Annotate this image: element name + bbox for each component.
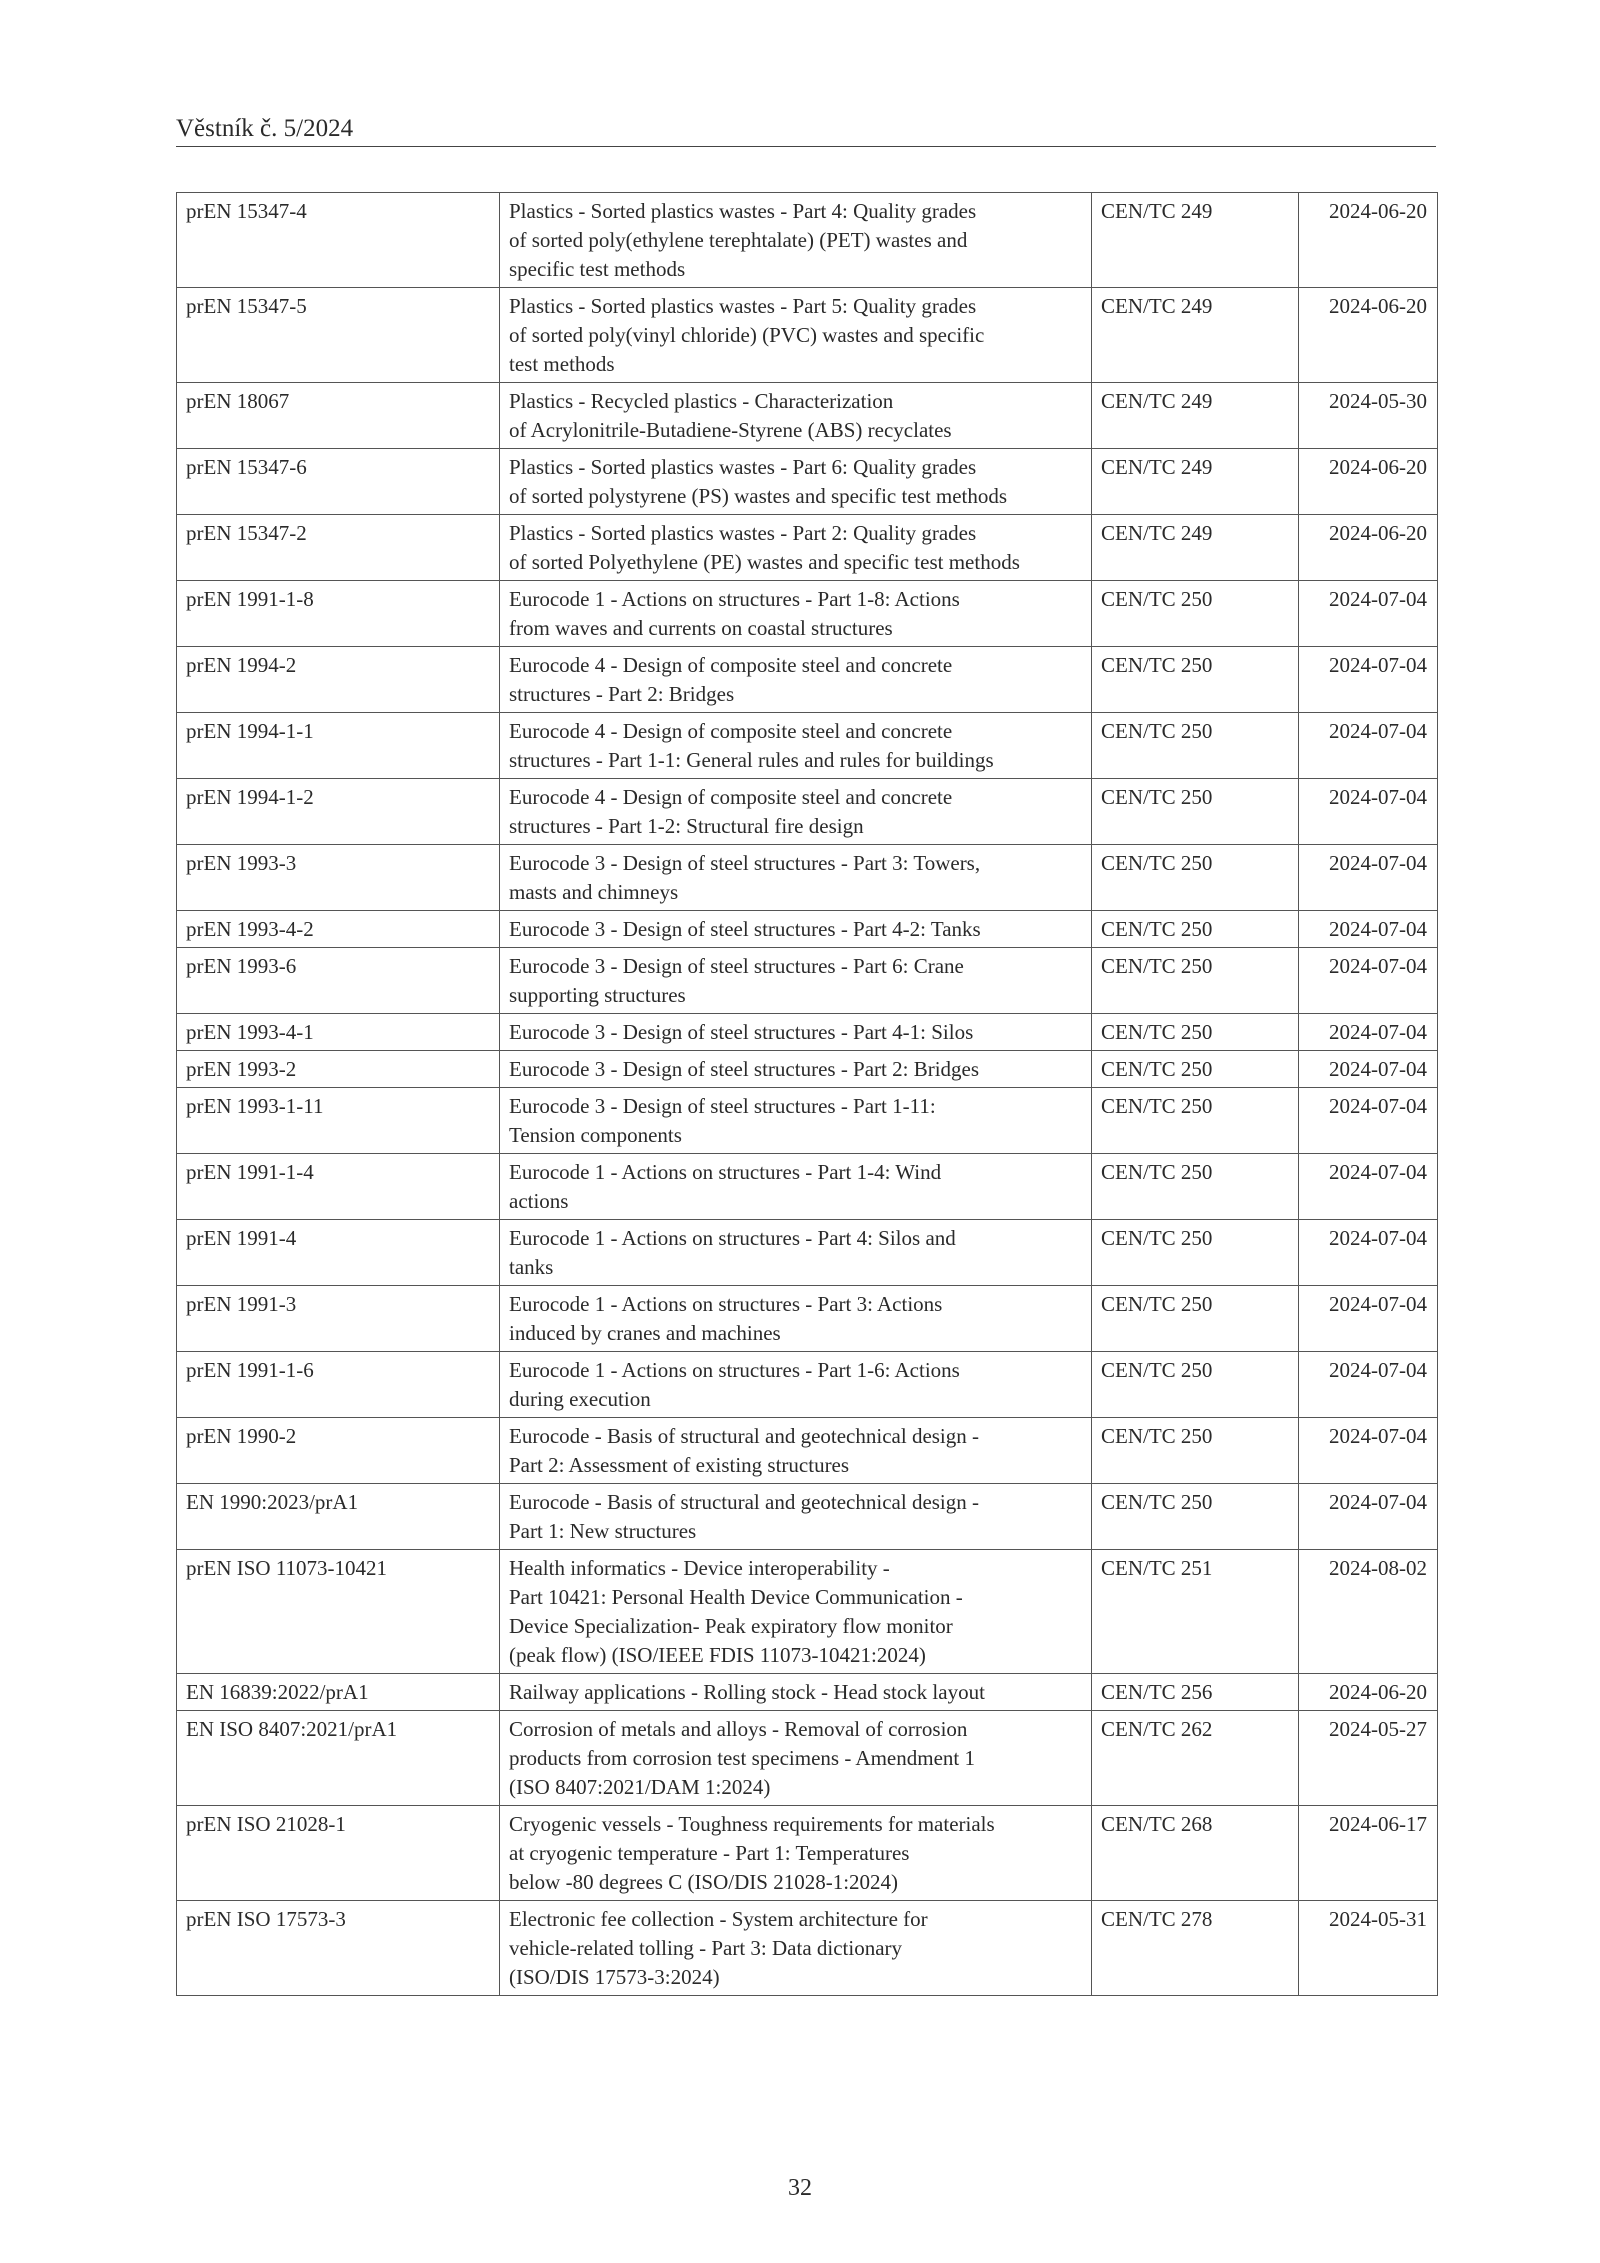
standard-id-cell: prEN 1990-2 bbox=[177, 1418, 500, 1484]
deadline-date-cell: 2024-07-04 bbox=[1299, 845, 1438, 911]
deadline-date-cell: 2024-07-04 bbox=[1299, 779, 1438, 845]
standard-title-cell: Plastics - Sorted plastics wastes - Part 4: Quality grades of sorted poly(ethylene terephtalate) (PET) wastes and specific test methods bbox=[500, 193, 1092, 288]
committee-cell: CEN/TC 250 bbox=[1092, 713, 1299, 779]
deadline-date-cell: 2024-07-04 bbox=[1299, 948, 1438, 1014]
standard-id-cell: EN 1990:2023/prA1 bbox=[177, 1484, 500, 1550]
table-row bbox=[177, 1674, 1438, 1711]
table-row bbox=[177, 1352, 1438, 1418]
table-row bbox=[177, 193, 1438, 288]
committee-cell: CEN/TC 250 bbox=[1092, 1286, 1299, 1352]
standard-title-cell: Eurocode 3 - Design of steel structures - Part 4-2: Tanks bbox=[500, 911, 1092, 948]
deadline-date-cell: 2024-07-04 bbox=[1299, 911, 1438, 948]
standard-id-cell: prEN 15347-5 bbox=[177, 288, 500, 383]
table-row bbox=[177, 1014, 1438, 1051]
standard-title-cell: Health informatics - Device interoperability - Part 10421: Personal Health Device Communication - Device Specialization- Peak expiratory flow monitor (peak flow) (ISO/IEEE FDIS 11073-10421:2024) bbox=[500, 1550, 1092, 1674]
table-row bbox=[177, 1806, 1438, 1901]
standard-title-cell: Eurocode 1 - Actions on structures - Part 1-4: Wind actions bbox=[500, 1154, 1092, 1220]
standard-title-cell: Plastics - Sorted plastics wastes - Part 6: Quality grades of sorted polystyrene (PS) wastes and specific test methods bbox=[500, 449, 1092, 515]
table-row bbox=[177, 713, 1438, 779]
committee-cell: CEN/TC 278 bbox=[1092, 1901, 1299, 1996]
table-row bbox=[177, 449, 1438, 515]
table-row bbox=[177, 288, 1438, 383]
committee-cell: CEN/TC 250 bbox=[1092, 779, 1299, 845]
committee-cell: CEN/TC 256 bbox=[1092, 1674, 1299, 1711]
standard-title-cell: Plastics - Sorted plastics wastes - Part 5: Quality grades of sorted poly(vinyl chloride) (PVC) wastes and specific test methods bbox=[500, 288, 1092, 383]
table-row bbox=[177, 1220, 1438, 1286]
deadline-date-cell: 2024-07-04 bbox=[1299, 713, 1438, 779]
standard-title-cell: Eurocode 1 - Actions on structures - Part 4: Silos and tanks bbox=[500, 1220, 1092, 1286]
deadline-date-cell: 2024-07-04 bbox=[1299, 1418, 1438, 1484]
journal-title: Věstník č. 5/2024 bbox=[176, 115, 354, 142]
table-row bbox=[177, 1286, 1438, 1352]
standard-id-cell: prEN 1993-6 bbox=[177, 948, 500, 1014]
deadline-date-cell: 2024-07-04 bbox=[1299, 1484, 1438, 1550]
table-row bbox=[177, 581, 1438, 647]
standard-title-cell: Eurocode 3 - Design of steel structures - Part 1-11: Tension components bbox=[500, 1088, 1092, 1154]
standard-id-cell: prEN 1993-4-1 bbox=[177, 1014, 500, 1051]
committee-cell: CEN/TC 250 bbox=[1092, 911, 1299, 948]
committee-cell: CEN/TC 250 bbox=[1092, 1014, 1299, 1051]
deadline-date-cell: 2024-07-04 bbox=[1299, 1286, 1438, 1352]
committee-cell: CEN/TC 249 bbox=[1092, 515, 1299, 581]
table-row bbox=[177, 1484, 1438, 1550]
table-row bbox=[177, 383, 1438, 449]
committee-cell: CEN/TC 250 bbox=[1092, 1418, 1299, 1484]
deadline-date-cell: 2024-07-04 bbox=[1299, 1154, 1438, 1220]
committee-cell: CEN/TC 250 bbox=[1092, 1088, 1299, 1154]
committee-cell: CEN/TC 250 bbox=[1092, 581, 1299, 647]
deadline-date-cell: 2024-06-20 bbox=[1299, 193, 1438, 288]
standards-table-body bbox=[177, 193, 1438, 1996]
deadline-date-cell: 2024-07-04 bbox=[1299, 1220, 1438, 1286]
standard-id-cell: prEN 1994-1-1 bbox=[177, 713, 500, 779]
standard-id-cell: prEN 15347-4 bbox=[177, 193, 500, 288]
standard-id-cell: prEN ISO 21028-1 bbox=[177, 1806, 500, 1901]
standards-table bbox=[176, 192, 1438, 1996]
table-row bbox=[177, 948, 1438, 1014]
committee-cell: CEN/TC 250 bbox=[1092, 1484, 1299, 1550]
deadline-date-cell: 2024-07-04 bbox=[1299, 1014, 1438, 1051]
committee-cell: CEN/TC 250 bbox=[1092, 1352, 1299, 1418]
table-row bbox=[177, 1901, 1438, 1996]
standard-id-cell: prEN 18067 bbox=[177, 383, 500, 449]
standard-title-cell: Eurocode - Basis of structural and geotechnical design - Part 2: Assessment of existing structures bbox=[500, 1418, 1092, 1484]
table-row bbox=[177, 1711, 1438, 1806]
table-row bbox=[177, 845, 1438, 911]
standard-title-cell: Eurocode 3 - Design of steel structures - Part 4-1: Silos bbox=[500, 1014, 1092, 1051]
standard-id-cell: prEN 1991-3 bbox=[177, 1286, 500, 1352]
standard-id-cell: prEN ISO 17573-3 bbox=[177, 1901, 500, 1996]
standard-title-cell: Eurocode 1 - Actions on structures - Part 3: Actions induced by cranes and machines bbox=[500, 1286, 1092, 1352]
committee-cell: CEN/TC 249 bbox=[1092, 288, 1299, 383]
standard-title-cell: Eurocode 4 - Design of composite steel and concrete structures - Part 2: Bridges bbox=[500, 647, 1092, 713]
committee-cell: CEN/TC 249 bbox=[1092, 449, 1299, 515]
standard-id-cell: prEN 1993-1-11 bbox=[177, 1088, 500, 1154]
table-row bbox=[177, 515, 1438, 581]
deadline-date-cell: 2024-06-20 bbox=[1299, 288, 1438, 383]
standard-title-cell: Eurocode 4 - Design of composite steel and concrete structures - Part 1-1: General rules and rules for buildings bbox=[500, 713, 1092, 779]
committee-cell: CEN/TC 251 bbox=[1092, 1550, 1299, 1674]
committee-cell: CEN/TC 250 bbox=[1092, 1220, 1299, 1286]
committee-cell: CEN/TC 250 bbox=[1092, 845, 1299, 911]
standard-title-cell: Eurocode 1 - Actions on structures - Part 1-6: Actions during execution bbox=[500, 1352, 1092, 1418]
deadline-date-cell: 2024-06-20 bbox=[1299, 515, 1438, 581]
committee-cell: CEN/TC 250 bbox=[1092, 1154, 1299, 1220]
standard-id-cell: prEN 1994-1-2 bbox=[177, 779, 500, 845]
committee-cell: CEN/TC 262 bbox=[1092, 1711, 1299, 1806]
deadline-date-cell: 2024-08-02 bbox=[1299, 1550, 1438, 1674]
deadline-date-cell: 2024-06-17 bbox=[1299, 1806, 1438, 1901]
page-number: 32 bbox=[788, 2175, 812, 2201]
deadline-date-cell: 2024-05-27 bbox=[1299, 1711, 1438, 1806]
standard-id-cell: EN ISO 8407:2021/prA1 bbox=[177, 1711, 500, 1806]
standard-id-cell: EN 16839:2022/prA1 bbox=[177, 1674, 500, 1711]
table-row bbox=[177, 1154, 1438, 1220]
standard-title-cell: Electronic fee collection - System architecture for vehicle-related tolling - Part 3: Data dictionary (ISO/DIS 17573-3:2024) bbox=[500, 1901, 1092, 1996]
table-row bbox=[177, 647, 1438, 713]
committee-cell: CEN/TC 249 bbox=[1092, 193, 1299, 288]
committee-cell: CEN/TC 250 bbox=[1092, 1051, 1299, 1088]
standard-title-cell: Eurocode 4 - Design of composite steel and concrete structures - Part 1-2: Structural fire design bbox=[500, 779, 1092, 845]
standard-id-cell: prEN 1993-3 bbox=[177, 845, 500, 911]
committee-cell: CEN/TC 250 bbox=[1092, 948, 1299, 1014]
deadline-date-cell: 2024-06-20 bbox=[1299, 1674, 1438, 1711]
committee-cell: CEN/TC 249 bbox=[1092, 383, 1299, 449]
standard-id-cell: prEN 1994-2 bbox=[177, 647, 500, 713]
deadline-date-cell: 2024-07-04 bbox=[1299, 581, 1438, 647]
committee-cell: CEN/TC 268 bbox=[1092, 1806, 1299, 1901]
standard-id-cell: prEN 1991-1-8 bbox=[177, 581, 500, 647]
standard-id-cell: prEN 1993-2 bbox=[177, 1051, 500, 1088]
deadline-date-cell: 2024-07-04 bbox=[1299, 1051, 1438, 1088]
standard-id-cell: prEN ISO 11073-10421 bbox=[177, 1550, 500, 1674]
page-header bbox=[176, 110, 1436, 147]
table-row bbox=[177, 1051, 1438, 1088]
standard-title-cell: Corrosion of metals and alloys - Removal of corrosion products from corrosion test specimens - Amendment 1 (ISO 8407:2021/DAM 1:2024) bbox=[500, 1711, 1092, 1806]
standard-title-cell: Cryogenic vessels - Toughness requirements for materials at cryogenic temperature - Part 1: Temperatures below -80 degrees C (ISO/DIS 21028-1:2024) bbox=[500, 1806, 1092, 1901]
standard-title-cell: Plastics - Recycled plastics - Characterization of Acrylonitrile-Butadiene-Styrene (ABS) recyclates bbox=[500, 383, 1092, 449]
deadline-date-cell: 2024-07-04 bbox=[1299, 1088, 1438, 1154]
table-row bbox=[177, 911, 1438, 948]
standard-title-cell: Railway applications - Rolling stock - Head stock layout bbox=[500, 1674, 1092, 1711]
standard-title-cell: Eurocode 3 - Design of steel structures - Part 2: Bridges bbox=[500, 1051, 1092, 1088]
deadline-date-cell: 2024-05-30 bbox=[1299, 383, 1438, 449]
standard-title-cell: Eurocode 3 - Design of steel structures - Part 6: Crane supporting structures bbox=[500, 948, 1092, 1014]
deadline-date-cell: 2024-07-04 bbox=[1299, 647, 1438, 713]
committee-cell: CEN/TC 250 bbox=[1092, 647, 1299, 713]
standard-id-cell: prEN 1991-1-6 bbox=[177, 1352, 500, 1418]
deadline-date-cell: 2024-06-20 bbox=[1299, 449, 1438, 515]
table-row bbox=[177, 1418, 1438, 1484]
table-row bbox=[177, 779, 1438, 845]
standard-id-cell: prEN 1991-4 bbox=[177, 1220, 500, 1286]
standard-id-cell: prEN 15347-6 bbox=[177, 449, 500, 515]
table-row bbox=[177, 1550, 1438, 1674]
standard-title-cell: Plastics - Sorted plastics wastes - Part 2: Quality grades of sorted Polyethylene (PE) wastes and specific test methods bbox=[500, 515, 1092, 581]
deadline-date-cell: 2024-07-04 bbox=[1299, 1352, 1438, 1418]
standard-title-cell: Eurocode 3 - Design of steel structures - Part 3: Towers, masts and chimneys bbox=[500, 845, 1092, 911]
deadline-date-cell: 2024-05-31 bbox=[1299, 1901, 1438, 1996]
standard-id-cell: prEN 1993-4-2 bbox=[177, 911, 500, 948]
standard-title-cell: Eurocode - Basis of structural and geotechnical design - Part 1: New structures bbox=[500, 1484, 1092, 1550]
standard-id-cell: prEN 15347-2 bbox=[177, 515, 500, 581]
standard-id-cell: prEN 1991-1-4 bbox=[177, 1154, 500, 1220]
standard-title-cell: Eurocode 1 - Actions on structures - Part 1-8: Actions from waves and currents on coastal structures bbox=[500, 581, 1092, 647]
table-row bbox=[177, 1088, 1438, 1154]
